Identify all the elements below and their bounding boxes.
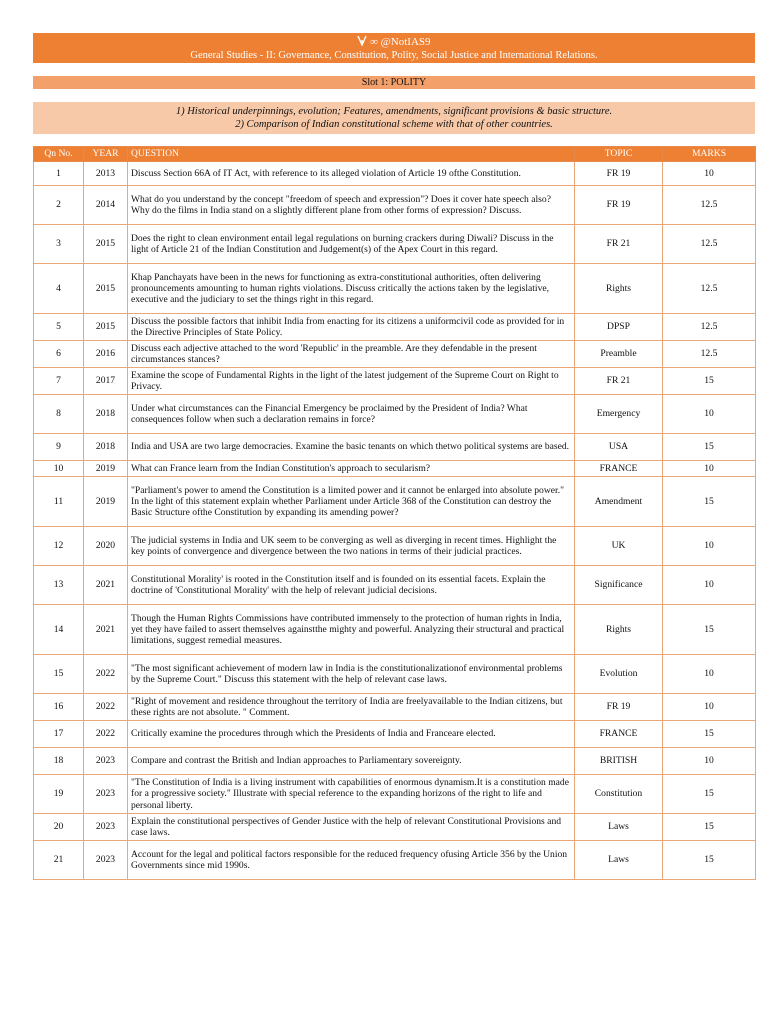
question-cell: Examine the scope of Fundamental Rights in the light of the latest judgement of the Supreme Court on Right to Privacy. — [128, 368, 575, 395]
year-cell: 2022 — [84, 655, 128, 694]
marks-cell: 15 — [663, 814, 756, 841]
question-cell: Though the Human Rights Commissions have contributed immensely to the protection of human rights in India, yet they have failed to assert themselves againstthe mighty and powerful. Analyzing their structural and practical limitations, suggest remedial measures. — [128, 605, 575, 655]
table-row — [34, 655, 756, 694]
qn-number-cell: 8 — [34, 395, 84, 434]
topic-cell: UK — [575, 527, 663, 566]
question-cell: "Right of movement and residence throughout the territory of India are freelyavailable to the Indian citizens, but these rights are not absolute. " Comment. — [128, 694, 575, 721]
topic-cell: Rights — [575, 264, 663, 314]
marks-cell: 15 — [663, 841, 756, 880]
topic-cell: FR 19 — [575, 162, 663, 186]
question-cell: Constitutional Morality' is rooted in the Constitution itself and is founded on its essential facets. Explain the doctrine of 'Constitutional Morality' with the help of relevant judicial decisions. — [128, 566, 575, 605]
table-row — [34, 775, 756, 814]
year-cell: 2023 — [84, 814, 128, 841]
year-cell: 2013 — [84, 162, 128, 186]
year-cell: 2015 — [84, 314, 128, 341]
qn-number-cell: 9 — [34, 434, 84, 461]
table-row — [34, 814, 756, 841]
column-header-question: QUESTION — [128, 147, 575, 162]
qn-number-cell: 12 — [34, 527, 84, 566]
topic-cell: USA — [575, 434, 663, 461]
table-row — [34, 748, 756, 775]
author-handle — [33, 35, 755, 49]
marks-cell: 10 — [663, 694, 756, 721]
syllabus-topics — [33, 102, 755, 134]
qn-number-cell: 11 — [34, 477, 84, 527]
marks-cell: 10 — [663, 461, 756, 477]
table-row — [34, 368, 756, 395]
topic-cell: FRANCE — [575, 721, 663, 748]
question-cell: Critically examine the procedures through which the Presidents of India and Franceare elected. — [128, 721, 575, 748]
marks-cell: 10 — [663, 566, 756, 605]
topic-cell: DPSP — [575, 314, 663, 341]
table-row — [34, 566, 756, 605]
year-cell: 2021 — [84, 566, 128, 605]
marks-cell: 12.5 — [663, 264, 756, 314]
qn-number-cell: 17 — [34, 721, 84, 748]
marks-cell: 10 — [663, 655, 756, 694]
year-cell: 2019 — [84, 461, 128, 477]
marks-cell: 10 — [663, 162, 756, 186]
year-cell: 2015 — [84, 225, 128, 264]
topic-cell: Rights — [575, 605, 663, 655]
question-cell: What do you understand by the concept "freedom of speech and expression"? Does it cover hate speech also? Why do the films in India stand on a slightly different plane from other forms of expression? Discuss. — [128, 186, 575, 225]
marks-cell: 15 — [663, 775, 756, 814]
paper-subtitle: General Studies - II: Governance, Constitution, Polity, Social Justice and International Relations. — [190, 50, 598, 61]
topic-cell: Laws — [575, 841, 663, 880]
topic-cell: FRANCE — [575, 461, 663, 477]
year-cell: 2023 — [84, 841, 128, 880]
table-row — [34, 395, 756, 434]
qn-number-cell: 7 — [34, 368, 84, 395]
question-cell: Explain the constitutional perspectives of Gender Justice with the help of relevant Constitutional Provisions and case laws. — [128, 814, 575, 841]
year-cell: 2016 — [84, 341, 128, 368]
qn-number-cell: 19 — [34, 775, 84, 814]
table-header-row — [34, 147, 756, 162]
table-row — [34, 527, 756, 566]
table-row — [34, 314, 756, 341]
topic-cell: FR 21 — [575, 225, 663, 264]
qn-number-cell: 6 — [34, 341, 84, 368]
marks-cell: 10 — [663, 527, 756, 566]
question-cell: Discuss each adjective attached to the word 'Republic' in the preamble. Are they defendable in the present circumstances stances? — [128, 341, 575, 368]
topic-cell: FR 19 — [575, 186, 663, 225]
topic-cell: Significance — [575, 566, 663, 605]
pen-nib-icon — [357, 35, 367, 46]
marks-cell: 15 — [663, 605, 756, 655]
topic-cell: BRITISH — [575, 748, 663, 775]
question-cell: "The most significant achievement of modern law in India is the constitutionalizationof environmental problems by the Supreme Court." Discuss this statement with the help of relevant case laws. — [128, 655, 575, 694]
document-header — [33, 33, 755, 63]
year-cell: 2023 — [84, 748, 128, 775]
topic-cell: FR 21 — [575, 368, 663, 395]
column-header-marks: MARKS — [663, 147, 756, 162]
qn-number-cell: 14 — [34, 605, 84, 655]
year-cell: 2022 — [84, 694, 128, 721]
question-cell: Account for the legal and political factors responsible for the reduced frequency ofusing Article 356 by the Union Governments since mid 1990s. — [128, 841, 575, 880]
table-row — [34, 264, 756, 314]
marks-cell: 12.5 — [663, 225, 756, 264]
topic-cell: Amendment — [575, 477, 663, 527]
marks-cell: 12.5 — [663, 186, 756, 225]
topic-cell: Laws — [575, 814, 663, 841]
question-cell: Compare and contrast the British and Indian approaches to Parliamentary sovereignty. — [128, 748, 575, 775]
table-row — [34, 341, 756, 368]
question-cell: "Parliament's power to amend the Constitution is a limited power and it cannot be enlarged into absolute power." In the light of this statement explain whether Parliament under Article 368 of the Constitution can destroy the Basic Structure ofthe Constitution by expanding its amending power? — [128, 477, 575, 527]
qn-number-cell: 15 — [34, 655, 84, 694]
topic-cell: Emergency — [575, 395, 663, 434]
qn-number-cell: 10 — [34, 461, 84, 477]
year-cell: 2022 — [84, 721, 128, 748]
table-row — [34, 605, 756, 655]
table-row — [34, 461, 756, 477]
table-row — [34, 477, 756, 527]
qn-number-cell: 4 — [34, 264, 84, 314]
column-header-topic: TOPIC — [575, 147, 663, 162]
topic-cell: FR 19 — [575, 694, 663, 721]
table-row — [34, 694, 756, 721]
questions-table — [33, 146, 756, 880]
qn-number-cell: 20 — [34, 814, 84, 841]
year-cell: 2017 — [84, 368, 128, 395]
topic-cell: Evolution — [575, 655, 663, 694]
year-cell: 2018 — [84, 434, 128, 461]
syllabus-topic-1: 1) Historical underpinnings, evolution; Features, amendments, significant provisions & basic structure. — [175, 106, 613, 117]
topic-cell: Preamble — [575, 341, 663, 368]
syllabus-topic-2: 2) Comparison of Indian constitutional scheme with that of other countries. — [235, 119, 553, 130]
question-cell: Khap Panchayats have been in the news for functioning as extra-constitutional authorities, often delivering pronouncements amounting to human rights violations. Discuss critically the actions taken by the legislative, executive and the judiciary to set the things right in this regard. — [128, 264, 575, 314]
table-row — [34, 841, 756, 880]
year-cell: 2021 — [84, 605, 128, 655]
marks-cell: 15 — [663, 477, 756, 527]
qn-number-cell: 1 — [34, 162, 84, 186]
question-cell: Discuss Section 66A of IT Act, with reference to its alleged violation of Article 19 ofthe Constitution. — [128, 162, 575, 186]
qn-number-cell: 21 — [34, 841, 84, 880]
qn-number-cell: 2 — [34, 186, 84, 225]
qn-number-cell: 16 — [34, 694, 84, 721]
question-cell: India and USA are two large democracies. Examine the basic tenants on which thetwo political systems are based. — [128, 434, 575, 461]
question-cell: What can France learn from the Indian Constitution's approach to secularism? — [128, 461, 575, 477]
marks-cell: 10 — [663, 395, 756, 434]
question-cell: Under what circumstances can the Financial Emergency be proclaimed by the President of India? What consequences follow when such a declaration remains in force? — [128, 395, 575, 434]
year-cell: 2015 — [84, 264, 128, 314]
column-header-qn-no: Qn No. — [34, 147, 84, 162]
author-handle-text: ∞ @NotIAS9 — [370, 36, 431, 48]
table-row — [34, 186, 756, 225]
question-cell: Discuss the possible factors that inhibit India from enacting for its citizens a uniformcivil code as provided for in the Directive Principles of State Policy. — [128, 314, 575, 341]
table-row — [34, 162, 756, 186]
qn-number-cell: 13 — [34, 566, 84, 605]
question-cell: "The Constitution of India is a living instrument with capabilities of enormous dynamism.It is a constitution made for a progressive society." Illustrate with special reference to the expanding horizons of the right to life and personal liberty. — [128, 775, 575, 814]
marks-cell: 15 — [663, 721, 756, 748]
question-cell: The judicial systems in India and UK seem to be converging as well as diverging in recent times. Highlight the key points of convergence and divergence between the two nations in terms of their judicial practices. — [128, 527, 575, 566]
marks-cell: 15 — [663, 368, 756, 395]
year-cell: 2020 — [84, 527, 128, 566]
year-cell: 2014 — [84, 186, 128, 225]
marks-cell: 12.5 — [663, 341, 756, 368]
marks-cell: 10 — [663, 748, 756, 775]
year-cell: 2019 — [84, 477, 128, 527]
qn-number-cell: 18 — [34, 748, 84, 775]
question-cell: Does the right to clean environment entail legal regulations on burning crackers during Diwali? Discuss in the light of Article 21 of the Indian Constitution and Judgement(s) of the Apex Court in this regard. — [128, 225, 575, 264]
year-cell: 2023 — [84, 775, 128, 814]
topic-cell: Constitution — [575, 775, 663, 814]
column-header-year: YEAR — [84, 147, 128, 162]
marks-cell: 15 — [663, 434, 756, 461]
table-row — [34, 434, 756, 461]
year-cell: 2018 — [84, 395, 128, 434]
qn-number-cell: 5 — [34, 314, 84, 341]
marks-cell: 12.5 — [663, 314, 756, 341]
qn-number-cell: 3 — [34, 225, 84, 264]
slot-title: Slot 1: POLITY — [33, 76, 755, 89]
table-row — [34, 721, 756, 748]
table-row — [34, 225, 756, 264]
